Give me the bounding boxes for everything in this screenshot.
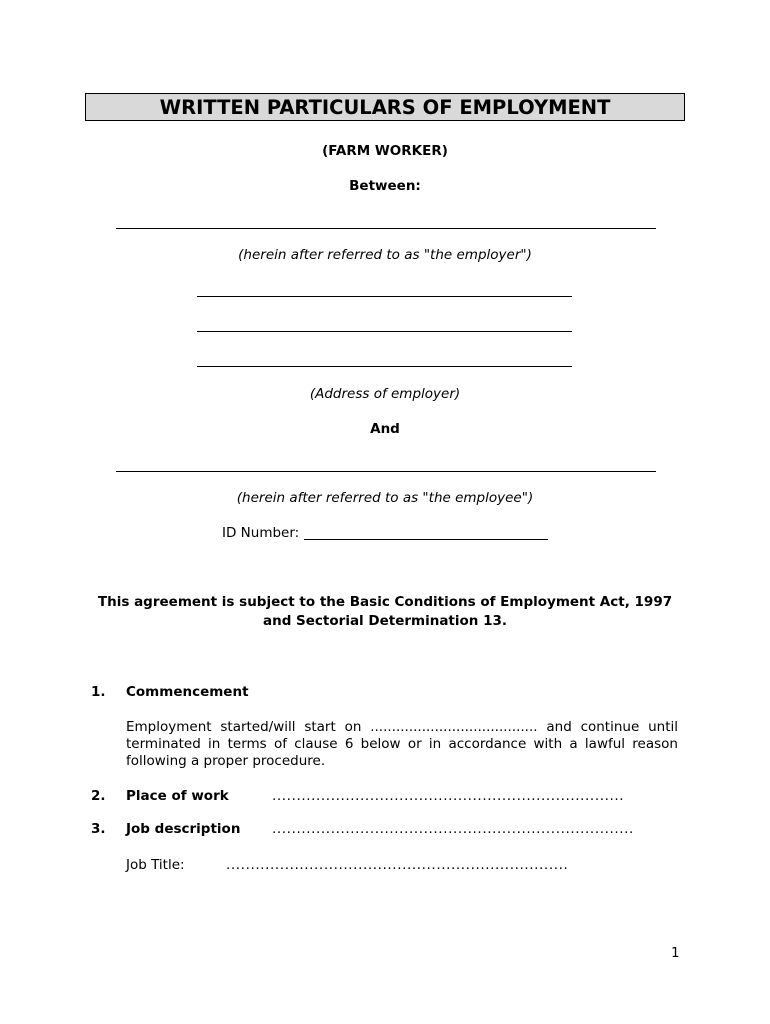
- section-number: 2.: [91, 788, 106, 804]
- agreement-statement-line-2: and Sectorial Determination 13.: [262, 613, 508, 629]
- section-heading-place-of-work: Place of work: [126, 788, 229, 804]
- id-number-line[interactable]: [304, 539, 548, 540]
- section-heading-job-description: Job description: [126, 821, 241, 837]
- employee-reference-note: (herein after referred to as "the employee"): [236, 490, 534, 506]
- id-number-label: ID Number:: [222, 525, 300, 541]
- employer-address-line-3[interactable]: [197, 366, 572, 367]
- agreement-statement-line-1: This agreement is subject to the Basic Conditions of Employment Act, 1997: [97, 594, 673, 610]
- place-of-work-field[interactable]: ........................................................................: [272, 788, 625, 804]
- job-title-label: Job Title:: [126, 857, 185, 873]
- job-description-field[interactable]: ..........................................................................: [272, 821, 634, 837]
- employer-address-line-2[interactable]: [197, 331, 572, 332]
- address-note: (Address of employer): [309, 386, 461, 402]
- employer-address-line-1[interactable]: [197, 296, 572, 297]
- between-label: Between:: [349, 178, 421, 194]
- commencement-text: Employment started/will start on ....................................... and continue until terminated in terms of clause 6 below or in accordance with a lawful reason following a proper procedure.: [126, 719, 678, 769]
- document-subtitle: (FARM WORKER): [322, 143, 448, 159]
- document-title: WRITTEN PARTICULARS OF EMPLOYMENT: [85, 93, 685, 121]
- section-heading-commencement: Commencement: [126, 684, 249, 700]
- employer-name-line[interactable]: [116, 228, 656, 229]
- section-number: 3.: [91, 821, 106, 837]
- job-title-field[interactable]: ......................................................................: [226, 857, 569, 873]
- section-number: 1.: [91, 684, 106, 700]
- page-number: 1: [671, 945, 680, 961]
- employer-reference-note: (herein after referred to as "the employer"): [238, 247, 532, 263]
- and-label: And: [370, 421, 400, 437]
- employee-name-line[interactable]: [116, 471, 656, 472]
